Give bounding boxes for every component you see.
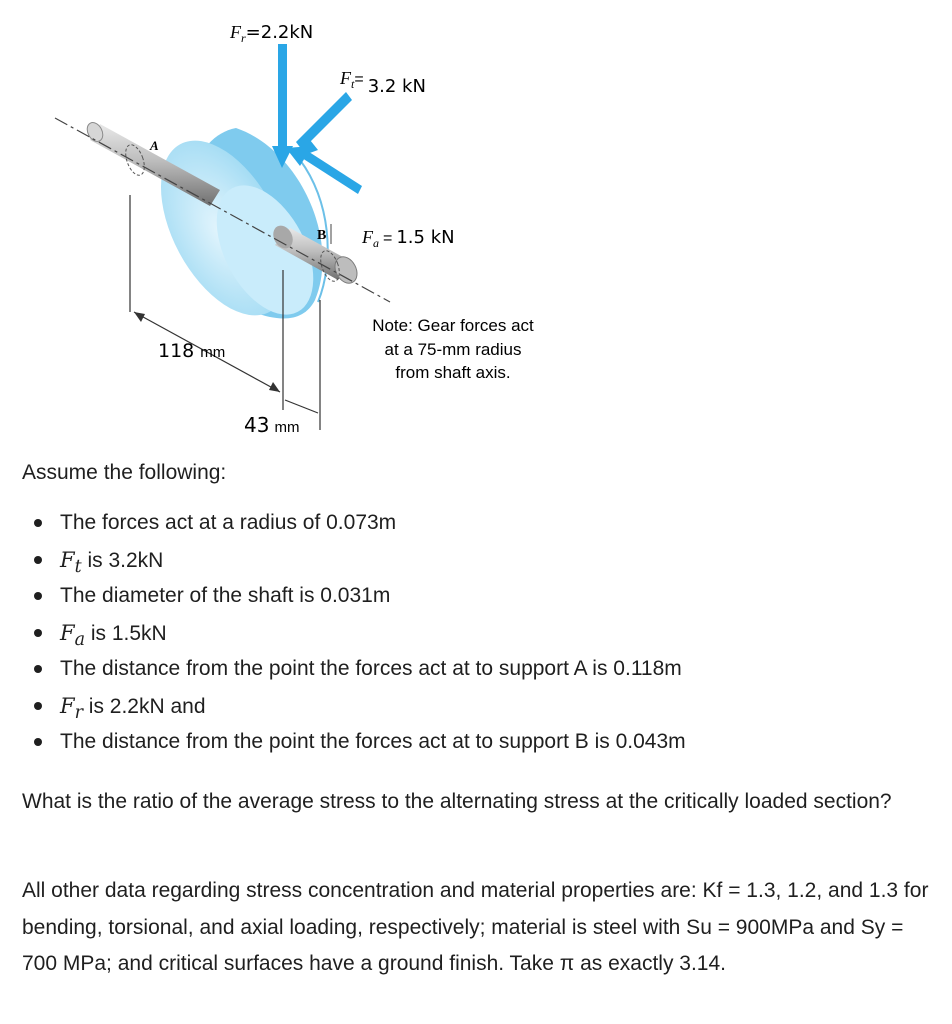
dim-43-label: 43 mm bbox=[244, 413, 300, 437]
dim-arrowhead bbox=[269, 382, 280, 392]
list-item: The diameter of the shaft is 0.031m bbox=[22, 581, 686, 618]
figure-note bbox=[372, 316, 534, 382]
dim-arrowhead bbox=[134, 312, 145, 322]
list-item: The distance from the point the forces act at to support A is 0.118m bbox=[22, 654, 686, 691]
other-data-text: All other data regarding stress concentration and material properties are: Kf = 1.3, 1.2, and 1.3 for bending, torsional, and axial loading, respectively; material is steel with Su = 900MPa and Sy = 700 MPa; and critical surfaces have a ground finish. Take π as exactly 3.14. bbox=[22, 879, 929, 975]
list-item: The forces act at a radius of 0.073m bbox=[22, 508, 686, 545]
label-a: A bbox=[150, 138, 159, 153]
svg-text:at a 75-mm radius: at a 75-mm radius bbox=[384, 340, 522, 359]
list-item: $F_r$ is 2.2kN and bbox=[22, 691, 686, 728]
intro-text: Assume the following: bbox=[22, 461, 227, 484]
label-ft: $F_t= 3.2$ kN bbox=[340, 68, 426, 97]
label-b: B bbox=[317, 228, 327, 243]
dim-118-label: 118 mm bbox=[158, 340, 226, 362]
assumptions-list bbox=[22, 508, 686, 764]
gear-shaft-figure bbox=[0, 0, 952, 450]
svg-text:from shaft axis.: from shaft axis. bbox=[395, 363, 511, 382]
list-item: $F_a$ is 1.5kN bbox=[22, 618, 686, 655]
list-item: $F_t$ is 3.2kN bbox=[22, 545, 686, 582]
svg-text:Note: Gear forces act: Note: Gear forces act bbox=[372, 316, 534, 335]
label-fr: $F_r=2.2kN$ bbox=[230, 22, 314, 45]
label-fa: $F_a = 1.5$ kN bbox=[362, 227, 455, 250]
question-text: What is the ratio of the average stress to the alternating stress at the critically loaded section? bbox=[22, 790, 892, 813]
list-item: The distance from the point the forces act at to support B is 0.043m bbox=[22, 727, 686, 764]
